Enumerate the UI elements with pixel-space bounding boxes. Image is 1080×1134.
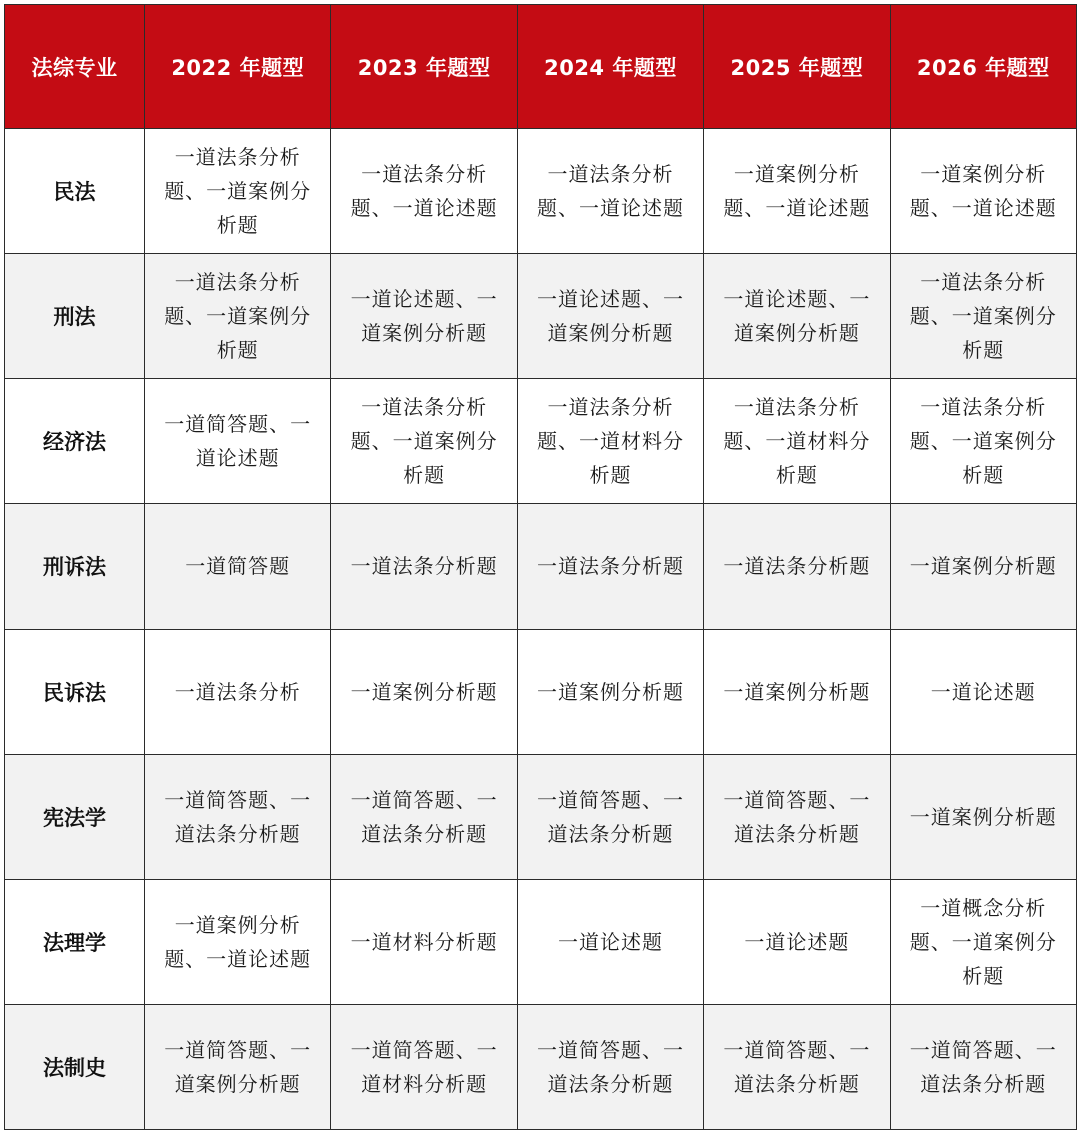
question-type-cell: 一道法条分析题、一道论述题 [517, 129, 703, 254]
subject-cell: 刑法 [5, 254, 145, 379]
question-type-cell: 一道案例分析题 [331, 629, 517, 754]
table-header [5, 5, 1077, 129]
header-year-2024: 2024 年题型 [517, 5, 703, 129]
header-year-2022: 2022 年题型 [145, 5, 331, 129]
question-type-cell: 一道论述题、一道案例分析题 [331, 254, 517, 379]
header-year-2023: 2023 年题型 [331, 5, 517, 129]
subject-cell: 刑诉法 [5, 504, 145, 629]
question-type-cell: 一道案例分析题、一道论述题 [890, 129, 1076, 254]
question-type-cell: 一道简答题、一道论述题 [145, 379, 331, 504]
question-type-cell: 一道简答题、一道法条分析题 [331, 754, 517, 879]
table-row [5, 504, 1077, 629]
question-type-cell: 一道论述题 [517, 879, 703, 1004]
question-type-cell: 一道案例分析题、一道论述题 [704, 129, 890, 254]
subject-cell: 宪法学 [5, 754, 145, 879]
question-type-cell: 一道简答题、一道案例分析题 [145, 1004, 331, 1129]
question-type-cell: 一道法条分析题 [704, 504, 890, 629]
question-type-cell: 一道法条分析题、一道案例分析题 [145, 129, 331, 254]
question-type-cell: 一道法条分析题、一道案例分析题 [145, 254, 331, 379]
question-type-cell: 一道简答题、一道法条分析题 [890, 1004, 1076, 1129]
subject-cell: 民法 [5, 129, 145, 254]
question-type-cell: 一道案例分析题 [890, 504, 1076, 629]
question-type-cell: 一道概念分析题、一道案例分析题 [890, 879, 1076, 1004]
question-type-cell: 一道法条分析 [145, 629, 331, 754]
question-type-cell: 一道法条分析题 [517, 504, 703, 629]
table-row [5, 254, 1077, 379]
header-year-2025: 2025 年题型 [704, 5, 890, 129]
subject-cell: 法制史 [5, 1004, 145, 1129]
question-type-cell: 一道简答题、一道材料分析题 [331, 1004, 517, 1129]
question-type-cell: 一道论述题 [704, 879, 890, 1004]
question-type-cell: 一道法条分析题、一道材料分析题 [704, 379, 890, 504]
question-type-cell: 一道简答题、一道法条分析题 [704, 1004, 890, 1129]
question-type-cell: 一道简答题、一道法条分析题 [517, 1004, 703, 1129]
question-type-cell: 一道案例分析题 [704, 629, 890, 754]
question-type-cell: 一道案例分析题、一道论述题 [145, 879, 331, 1004]
header-year-2026: 2026 年题型 [890, 5, 1076, 129]
question-type-cell: 一道论述题 [890, 629, 1076, 754]
question-type-cell: 一道法条分析题、一道案例分析题 [890, 379, 1076, 504]
table-row [5, 379, 1077, 504]
question-type-cell: 一道简答题、一道法条分析题 [704, 754, 890, 879]
question-type-cell: 一道案例分析题 [517, 629, 703, 754]
exam-type-table-wrapper [4, 4, 1076, 1130]
question-type-cell: 一道案例分析题 [890, 754, 1076, 879]
question-type-cell: 一道材料分析题 [331, 879, 517, 1004]
question-type-cell: 一道法条分析题、一道论述题 [331, 129, 517, 254]
table-row [5, 629, 1077, 754]
question-type-cell: 一道论述题、一道案例分析题 [704, 254, 890, 379]
table-row [5, 754, 1077, 879]
question-type-cell: 一道简答题 [145, 504, 331, 629]
question-type-cell: 一道简答题、一道法条分析题 [145, 754, 331, 879]
table-row [5, 1004, 1077, 1129]
question-type-cell: 一道法条分析题、一道案例分析题 [890, 254, 1076, 379]
subject-cell: 法理学 [5, 879, 145, 1004]
question-type-cell: 一道法条分析题 [331, 504, 517, 629]
subject-cell: 经济法 [5, 379, 145, 504]
question-type-cell: 一道论述题、一道案例分析题 [517, 254, 703, 379]
table-row [5, 879, 1077, 1004]
table-row [5, 129, 1077, 254]
header-row [5, 5, 1077, 129]
question-type-cell: 一道法条分析题、一道案例分析题 [331, 379, 517, 504]
question-type-cell: 一道简答题、一道法条分析题 [517, 754, 703, 879]
table-body [5, 129, 1077, 1130]
question-type-cell: 一道法条分析题、一道材料分析题 [517, 379, 703, 504]
header-subject: 法综专业 [5, 5, 145, 129]
exam-type-table [4, 4, 1077, 1130]
subject-cell: 民诉法 [5, 629, 145, 754]
